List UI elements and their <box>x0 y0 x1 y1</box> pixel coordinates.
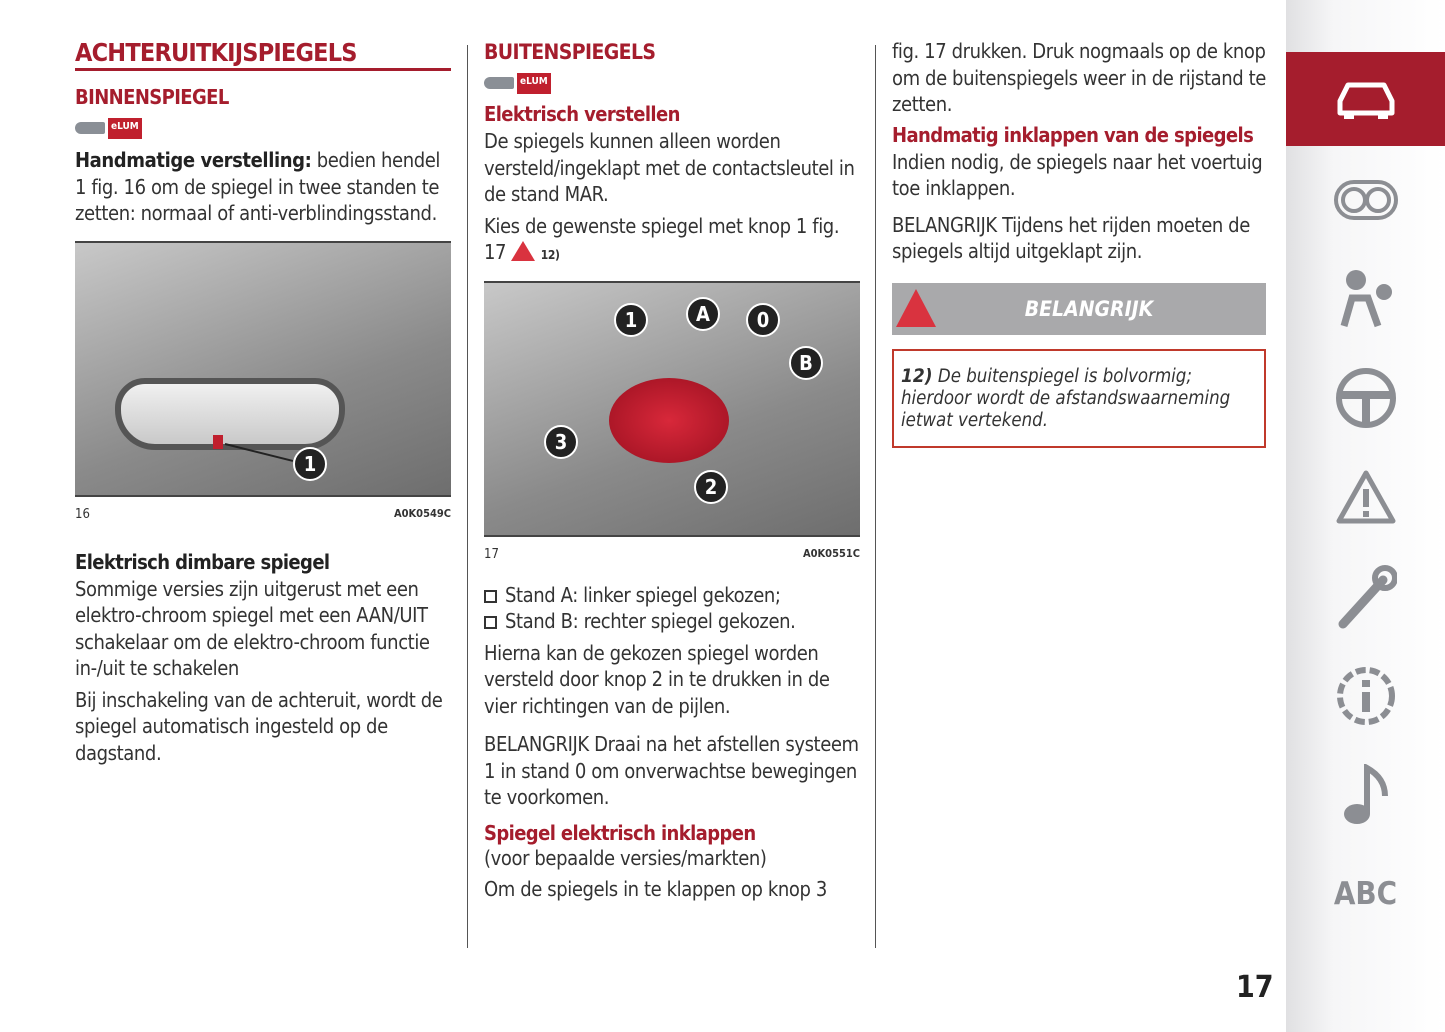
manual-bold: Handmatige verstelling: <box>75 148 312 172</box>
warning-title: BELANGRIJK <box>1024 296 1154 321</box>
dashboard-icon[interactable] <box>1286 153 1445 247</box>
column-divider <box>467 45 468 948</box>
warning-icon <box>511 241 535 261</box>
elum-label: eLUM <box>517 73 551 94</box>
callout-b: B <box>789 346 823 380</box>
paragraph: Om de spiegels in te klappen op knop 3 <box>484 877 827 901</box>
warning-note <box>892 349 1266 448</box>
abc-index-icon[interactable]: ABC <box>1333 876 1398 912</box>
section-title: BUITENSPIEGELS <box>484 40 656 64</box>
wrench-icon[interactable] <box>1286 550 1445 644</box>
section-title: ACHTERUITKIJSPIEGELS <box>75 38 451 71</box>
car-icon[interactable] <box>1286 52 1445 146</box>
bullet-item <box>484 582 860 609</box>
paragraph: BELANGRIJK Tijdens het rijden moeten de spiegels altijd uitgeklapt zijn. <box>892 212 1250 263</box>
figure-code: A0K0551C <box>802 546 860 560</box>
mirror-knob <box>609 378 729 463</box>
note-reference[interactable]: 12) <box>540 248 560 262</box>
figure-callout: 1 <box>293 447 327 481</box>
note-text: De buitenspiegel is bolvormig; hierdoor wordt de afstandswaarneming ietwat vertekend. <box>901 365 1231 431</box>
heading-electric-adjust: Elektrisch verstellen <box>484 102 680 126</box>
steering-wheel-icon[interactable] <box>1286 351 1445 445</box>
callout-3: 3 <box>544 425 578 459</box>
callout-2: 2 <box>694 470 728 504</box>
figure-code: A0K0549C <box>393 506 451 520</box>
pointing-hand-icon <box>75 122 105 134</box>
page-number: 17 <box>1236 970 1274 1005</box>
bullet-item <box>484 608 860 635</box>
info-icon[interactable] <box>1286 649 1445 743</box>
checkbox-bullet-icon <box>484 590 497 603</box>
airbag-icon[interactable] <box>1286 251 1445 345</box>
paragraph: Bij inschakeling van de achteruit, wordt de spiegel automatisch ingesteld op de dagstand. <box>75 687 443 765</box>
bullet-text: Stand B: rechter spiegel gekozen. <box>505 609 796 633</box>
warning-icon[interactable] <box>1286 450 1445 544</box>
checkbox-bullet-icon <box>484 616 497 629</box>
note-number: 12) <box>901 364 933 387</box>
pointing-hand-icon <box>484 77 514 89</box>
column-2 <box>484 38 860 908</box>
elum-badge <box>75 115 451 141</box>
callout-1: 1 <box>614 303 648 337</box>
figure-number: 17 <box>484 546 499 562</box>
lever <box>213 435 223 449</box>
paragraph: De spiegels kunnen alleen worden versteld/ingeklapt met de contactsleutel in de stand MAR. <box>484 129 855 206</box>
subsection-title: BINNENSPIEGEL <box>75 85 229 109</box>
callout-0: 0 <box>746 303 780 337</box>
chapter-sidebar <box>1286 0 1445 1032</box>
heading-electric-dimming: Elektrisch dimbare spiegel <box>75 549 330 574</box>
paragraph <box>484 213 860 269</box>
paragraph: Sommige versies zijn uitgerust met een elektro-chroom spiegel met een AAN/UIT schakelaar om de elektro-chroom functie in-/uit te schakelen <box>75 576 430 680</box>
column-divider <box>875 45 876 948</box>
figure-17-image <box>484 281 860 537</box>
heading-manual-fold: Handmatig inklappen van de spiegels <box>892 122 1254 147</box>
figure-16-image <box>75 241 451 497</box>
paragraph: Hierna kan de gekozen spiegel worden versteld door knop 2 in te drukken in de vier richtingen van de pijlen. <box>484 640 830 718</box>
figure-caption <box>75 507 451 522</box>
bullet-text: Stand A: linker spiegel gekozen; <box>505 582 781 607</box>
column-3 <box>892 38 1266 448</box>
manual-paragraph <box>75 147 451 227</box>
rear-view-mirror <box>115 378 345 450</box>
music-icon[interactable] <box>1286 748 1445 842</box>
paragraph: fig. 17 drukken. Druk nogmaals op de knop om de buitenspiegels weer in de rijstand te zetten. <box>892 39 1266 116</box>
paragraph-text: Kies de gewenste spiegel met knop 1 fig. 17 <box>484 213 840 264</box>
warning-triangle-icon <box>896 289 936 327</box>
figure-number: 16 <box>75 506 90 522</box>
figure-caption <box>484 547 860 562</box>
warning-banner <box>892 283 1266 335</box>
paragraph: BELANGRIJK Draai na het afstellen systeem 1 in stand 0 om onverwachtse bewegingen te voorkomen. <box>484 732 859 809</box>
paragraph: (voor bepaalde versies/markten) <box>484 845 767 870</box>
heading-fold-electric: Spiegel elektrisch inklappen <box>484 820 756 845</box>
column-1 <box>75 38 451 771</box>
paragraph: Indien nodig, de spiegels naar het voertuig toe inklappen. <box>892 149 1263 200</box>
elum-badge <box>484 70 860 96</box>
callout-a: A <box>686 297 720 331</box>
manual-text: bedien hendel 1 fig. 16 om de spiegel in twee standen te zetten: normaal of anti-verblindingsstand. <box>75 148 441 225</box>
elum-label: eLUM <box>108 118 142 139</box>
